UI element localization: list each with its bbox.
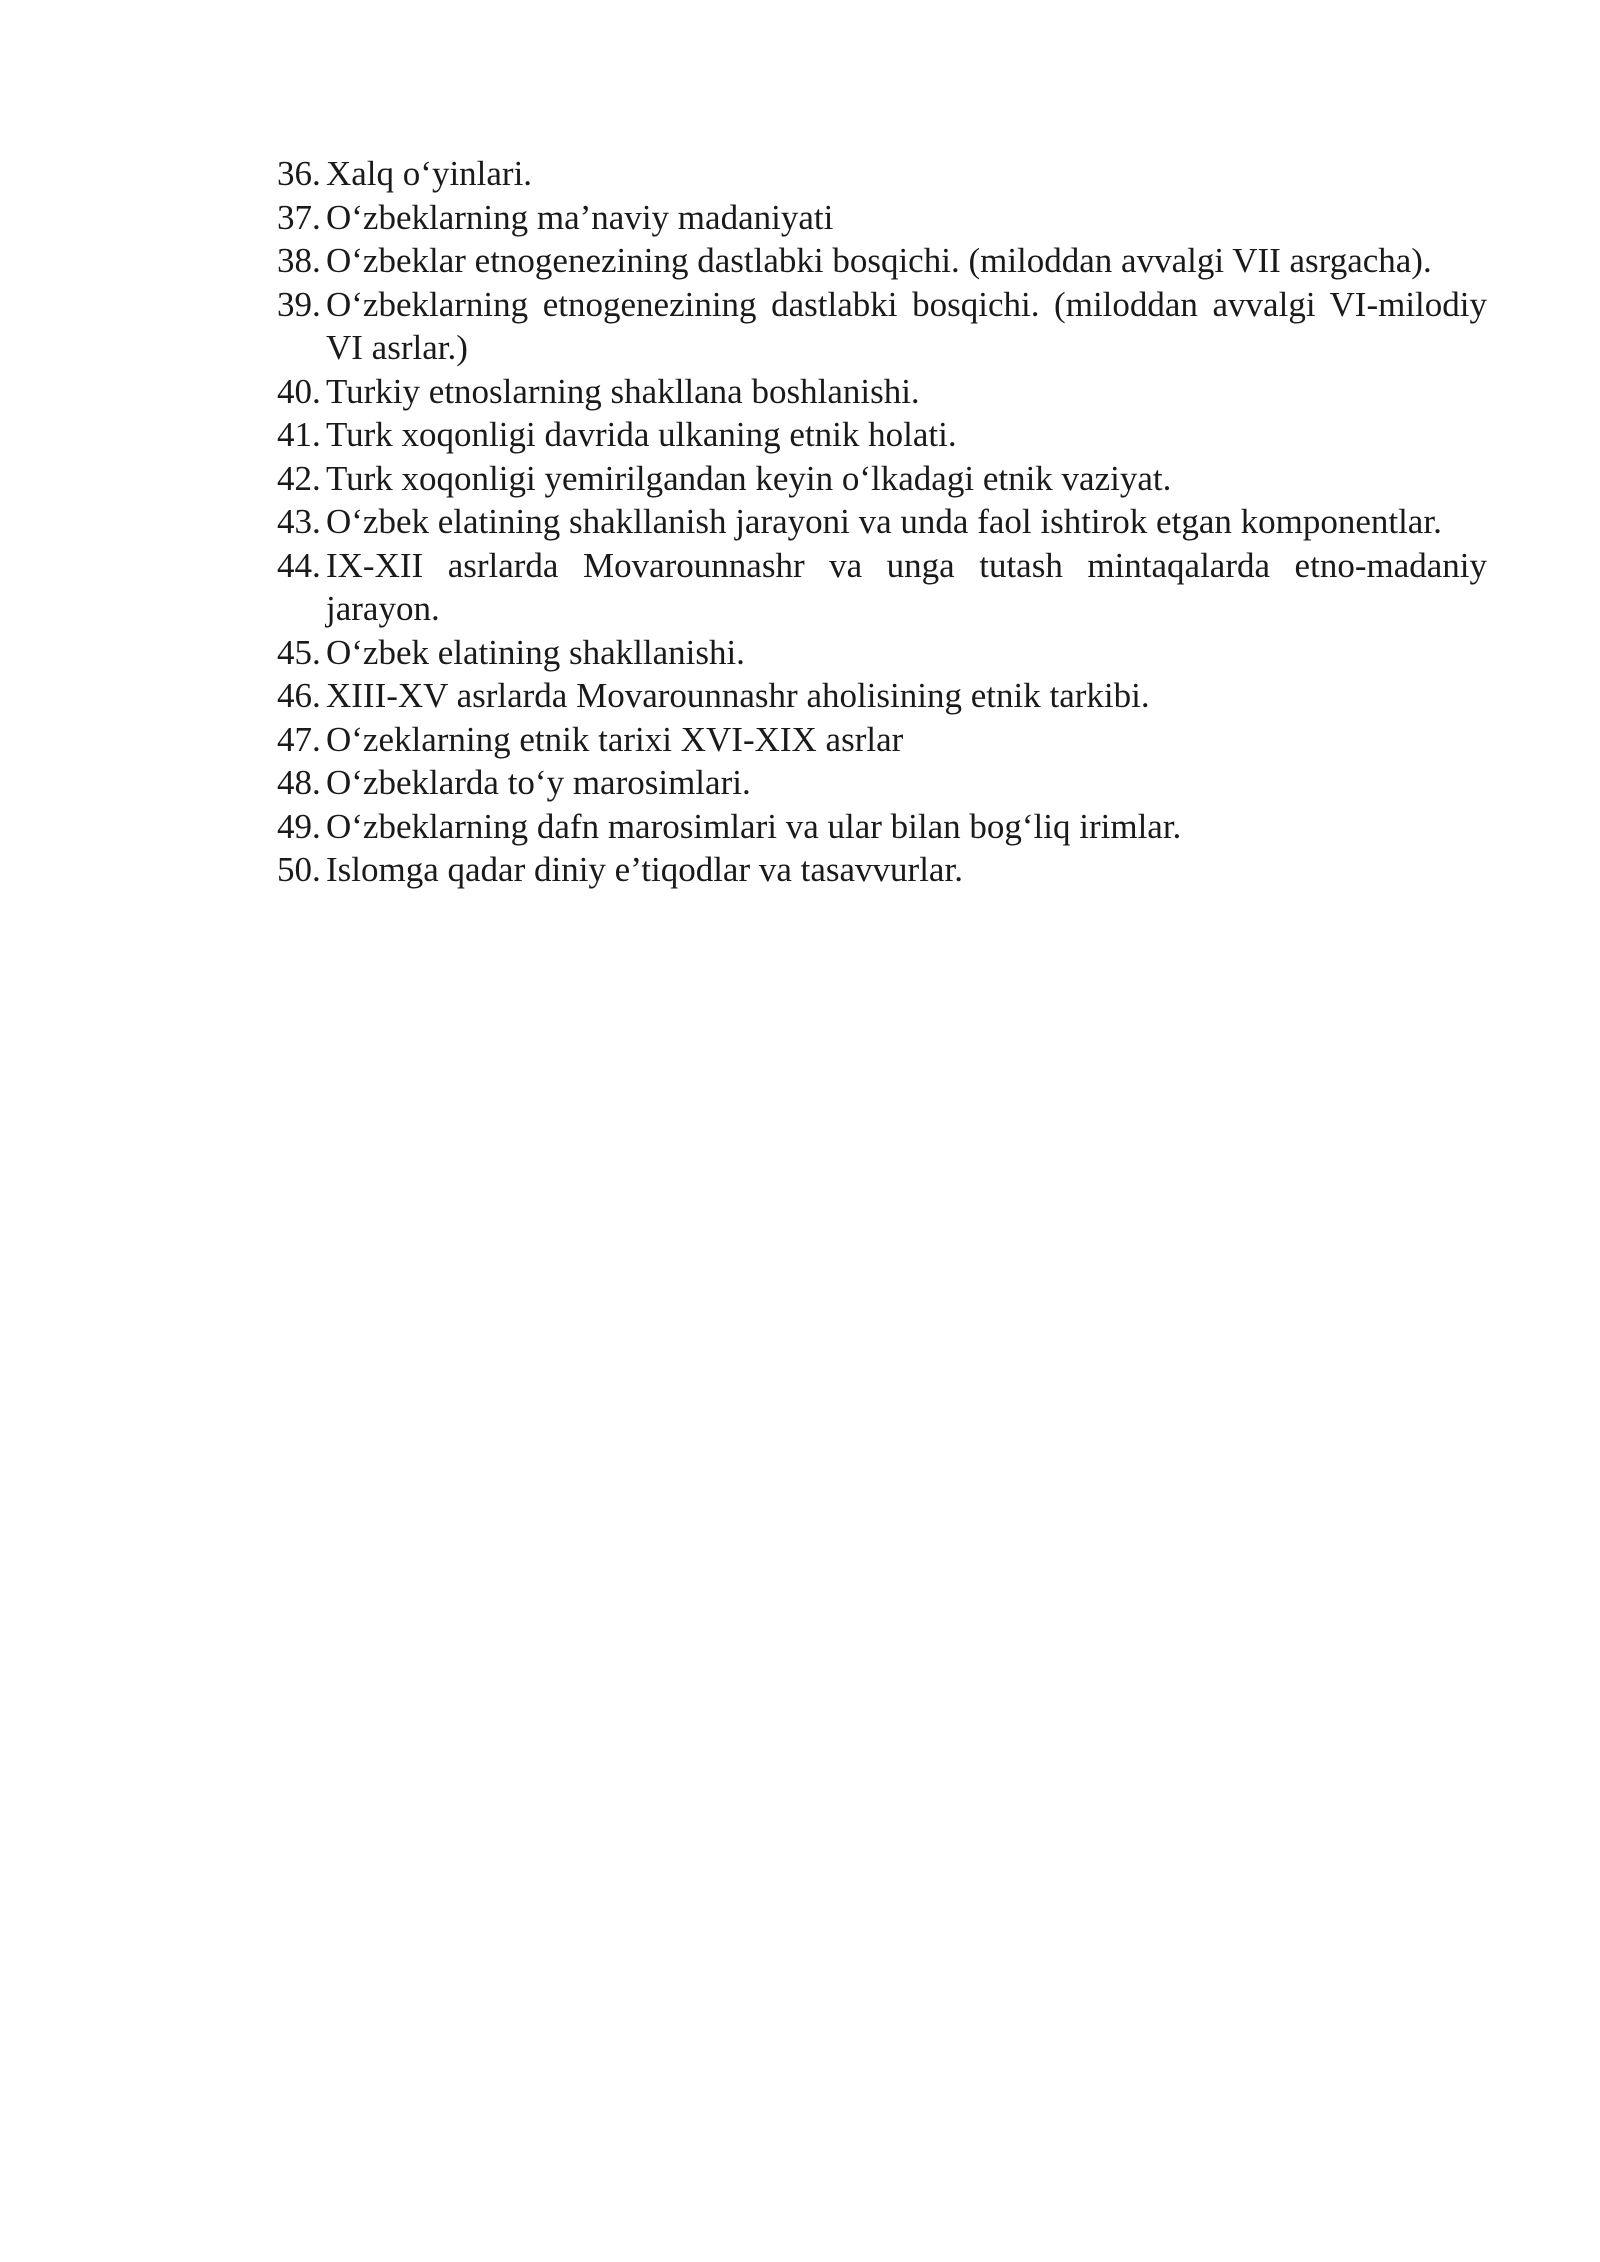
item-text: IX-XII asrlarda Movarounnashr va unga tutash mintaqalarda etno-madaniy jarayon. bbox=[326, 545, 1487, 628]
list-item bbox=[277, 718, 1487, 762]
item-text: Turk xoqonligi yemirilgandan keyin o‘lkadagi etnik vaziyat. bbox=[326, 458, 1172, 498]
item-number: 38. bbox=[277, 241, 321, 280]
item-number: 41. bbox=[277, 415, 321, 454]
list-item bbox=[277, 500, 1487, 544]
item-number: 40. bbox=[277, 371, 321, 411]
list-item bbox=[277, 370, 1487, 414]
item-number: 46. bbox=[277, 676, 321, 715]
list-item bbox=[277, 239, 1487, 283]
list-item bbox=[277, 544, 1487, 631]
list-item bbox=[277, 674, 1487, 718]
item-text: Turk xoqonligi davrida ulkaning etnik holati. bbox=[326, 415, 957, 454]
item-text: Xalq o‘yinlari. bbox=[326, 154, 533, 193]
item-number: 37. bbox=[277, 197, 321, 237]
list-item bbox=[277, 283, 1487, 370]
item-number: 48. bbox=[277, 763, 321, 802]
item-number: 42. bbox=[277, 458, 321, 498]
item-text: O‘zbeklar etnogenezining dastlabki bosqichi. (miloddan avvalgi VII asrgacha). bbox=[326, 241, 1432, 280]
list-item bbox=[277, 152, 1487, 196]
item-number: 45. bbox=[277, 632, 321, 672]
list-item bbox=[277, 196, 1487, 240]
item-text: O‘zbek elatining shakllanish jarayoni va unda faol ishtirok etgan komponentlar. bbox=[326, 502, 1442, 541]
item-number: 44. bbox=[277, 545, 321, 585]
list-item bbox=[277, 631, 1487, 675]
item-number: 47. bbox=[277, 719, 321, 759]
item-number: 43. bbox=[277, 502, 321, 541]
item-text: XIII-XV asrlarda Movarounnashr aholisining etnik tarkibi. bbox=[326, 676, 1150, 715]
item-number: 39. bbox=[277, 284, 321, 324]
list-item bbox=[277, 457, 1487, 501]
list-item bbox=[277, 805, 1487, 849]
item-number: 50. bbox=[277, 850, 321, 889]
item-text: O‘zbek elatining shakllanishi. bbox=[326, 632, 745, 672]
list-item bbox=[277, 848, 1487, 892]
topic-list bbox=[277, 152, 1487, 892]
item-number: 49. bbox=[277, 806, 321, 846]
item-text: Turkiy etnoslarning shakllana boshlanishi. bbox=[326, 371, 920, 411]
list-item bbox=[277, 761, 1487, 805]
item-text: O‘zbeklarning dafn marosimlari va ular bilan bog‘liq irimlar. bbox=[326, 806, 1182, 846]
item-text: Islomga qadar diniy e’tiqodlar va tasavvurlar. bbox=[326, 850, 963, 889]
item-text: O‘zeklarning etnik tarixi XVI-XIX asrlar bbox=[326, 719, 904, 759]
list-item bbox=[277, 413, 1487, 457]
item-text: O‘zbeklarda to‘y marosimlari. bbox=[326, 763, 751, 802]
item-number: 36. bbox=[277, 154, 321, 193]
item-text: O‘zbeklarning etnogenezining dastlabki bosqichi. (miloddan avvalgi VI-milodiy VI asrlar.) bbox=[326, 284, 1487, 367]
item-text: O‘zbeklarning ma’naviy madaniyati bbox=[326, 197, 834, 237]
